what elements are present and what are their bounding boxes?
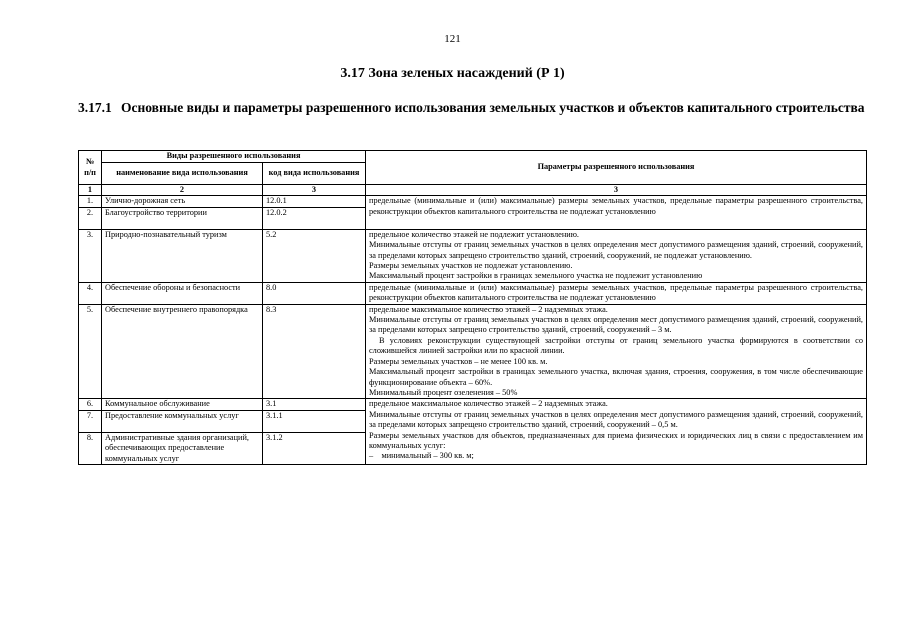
row-num: 4. [79, 282, 102, 304]
row-name: Коммунальное обслуживание [102, 399, 263, 410]
section-title: 3.17 Зона зеленых насаждений (Р 1) [340, 66, 565, 81]
row-num: 8. [79, 432, 102, 464]
params-text: Размеры земельных участков не подлежат установлению. [369, 261, 573, 271]
params-text: Максимальный процент застройки в границах земельного участка, включая здания, строения, сооружения, в том числе обеспечивающие функционирование объекта – 60%. [369, 367, 863, 387]
header-name: наименование вида использования [102, 163, 263, 185]
row-code: 3.1 [263, 399, 366, 410]
row-name: Природно-познавательный туризм [102, 229, 263, 282]
row-name: Предоставление коммунальных услуг [102, 410, 263, 432]
row-name: Благоустройство территории [102, 207, 263, 229]
table-row [79, 282, 867, 304]
row-num: 7. [79, 410, 102, 432]
row-name: Улично-дорожная сеть [102, 196, 263, 207]
params-text: Минимальные отступы от границ земельных участков в целях определения мест допустимого размещения зданий, строений, сооружений, за пределами которых запрещено строительство зданий, строений, сооружений – 0,5 м. [369, 409, 863, 430]
row-num: 2. [79, 207, 102, 229]
table-row [79, 399, 867, 410]
params-text: Размеры земельных участков для объектов, предназначенных для приема физических и юридических лиц в связи с предоставлением им коммунальных услуг: [369, 430, 863, 450]
row-params [366, 399, 867, 465]
row-code: 3.1.2 [263, 432, 366, 464]
land-use-table [78, 150, 867, 465]
row-params [366, 229, 867, 282]
params-text: В условиях реконструкции существующей застройки отступы от границ земельного участка формируются в соответствии со сложившейся линией застройки или по красной линии. [369, 335, 863, 356]
row-code: 8.3 [263, 304, 366, 399]
params-text: Размеры земельных участков – не менее 100 кв. м. [369, 356, 548, 366]
params-text: Минимальные отступы от границ земельных участков в целях определения мест допустимого размещения зданий, строений, сооружений, за пределами которых запрещено строительство зданий, строений, сооружений, не подлежат установлению. [369, 240, 863, 260]
index-cell: 3 [366, 185, 867, 196]
params-text: Максимальный процент застройки в границах земельного участка не подлежит установлению [369, 271, 703, 281]
params-text: предельное количество этажей не подлежит установлению. [369, 229, 579, 239]
index-cell: 2 [102, 185, 263, 196]
row-name: Административные здания организаций, обеспечивающих предоставление коммунальных услуг [102, 432, 263, 464]
params-text: предельное максимальное количество этажей – 2 надземных этажа. [369, 304, 608, 314]
header-num: № п/п [79, 151, 102, 185]
params-text: предельные (минимальные и (или) максимальные) размеры земельных участков, предельные параметры разрешенного строительства, реконструкции объектов капитального строительства не подлежат установлению [369, 196, 863, 216]
row-num: 3. [79, 229, 102, 282]
params-text: предельные (минимальные и (или) максимальные) размеры земельных участков, предельные параметры разрешенного строительства, реконструкции объектов капитального строительства не подлежат установлению [369, 282, 863, 303]
row-code: 5.2 [263, 229, 366, 282]
row-code: 12.0.1 [263, 196, 366, 207]
index-cell: 3 [263, 185, 366, 196]
header-params: Параметры разрешенного использования [366, 151, 867, 185]
params-text: Минимальные отступы от границ земельных участков в целях определения мест допустимого размещения зданий, строений, сооружений, за пределами которых запрещено строительство зданий, строений, сооружений – 3 м. [369, 315, 863, 335]
table-row [79, 229, 867, 282]
row-num: 1. [79, 196, 102, 207]
table-row [79, 304, 867, 399]
table-header-row [79, 151, 867, 163]
header-code: код вида использования [263, 163, 366, 185]
row-params [366, 196, 867, 229]
row-num: 6. [79, 399, 102, 410]
row-params [366, 282, 867, 304]
params-text: предельное максимальное количество этажей – 2 надземных этажа. [369, 399, 608, 409]
row-code: 12.0.2 [263, 207, 366, 229]
row-num: 5. [79, 304, 102, 399]
header-types-group: Виды разрешенного использования [102, 151, 366, 163]
row-name: Обеспечение внутреннего правопорядка [102, 304, 263, 399]
table-row [79, 196, 867, 207]
params-text: Минимальный процент озеленения – 50% [369, 387, 518, 397]
row-code: 3.1.1 [263, 410, 366, 432]
row-name: Обеспечение обороны и безопасности [102, 282, 263, 304]
table-index-row [79, 185, 867, 196]
row-code: 8.0 [263, 282, 366, 304]
index-cell: 1 [79, 185, 102, 196]
subsection-title: Основные виды и параметры разрешенного использования земельных участков и объектов капитального строительства [121, 100, 865, 115]
page-number: 121 [444, 33, 461, 45]
row-params [366, 304, 867, 399]
subsection-number: 3.17.1 [78, 100, 112, 115]
params-text: – минимальный – 300 кв. м; [369, 451, 863, 461]
